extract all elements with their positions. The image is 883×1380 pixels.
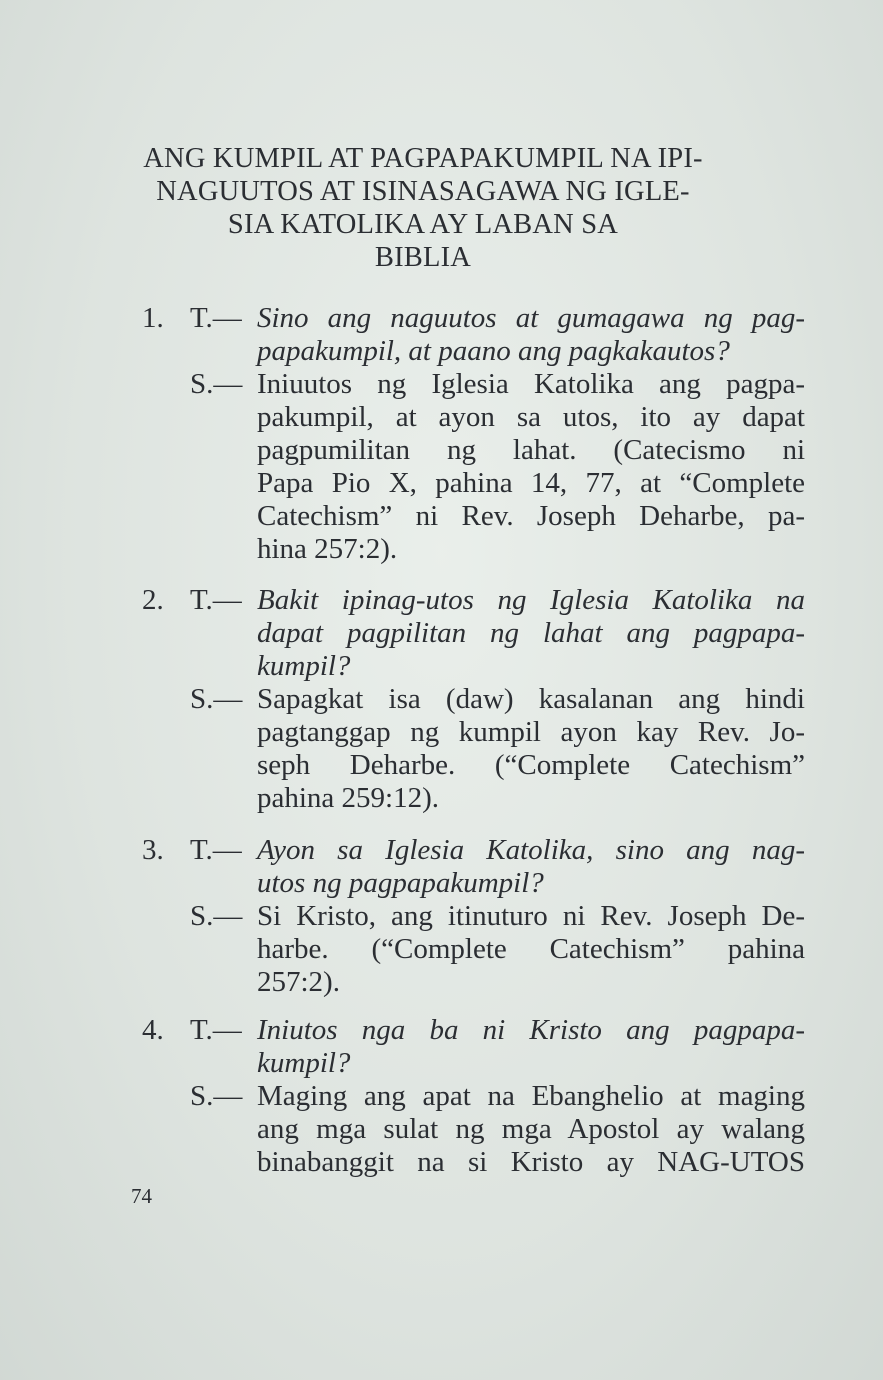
item-number: 2. [142, 584, 164, 616]
question-line: Bakit ipinag-utos ng Iglesia Katolika na [257, 584, 805, 616]
answer-line: ang mga sulat ng mga Apostol ay walang [257, 1113, 805, 1145]
title-line: BIBLIA [374, 242, 472, 273]
answer-line: pakumpil, at ayon sa utos, ito ay dapat [257, 401, 805, 433]
question-line: Ayon sa Iglesia Katolika, sino ang nag- [257, 834, 805, 866]
answer-text [257, 368, 805, 566]
answer-text [257, 900, 805, 999]
answer-line: pagtanggap ng kumpil ayon kay Rev. Jo- [257, 716, 805, 748]
title-line: NAGUUTOS AT ISINASAGAWA NG IGLE- [156, 176, 690, 207]
question-line: dapat pagpilitan ng lahat ang pagpapa- [257, 617, 805, 649]
answer-prefix: S.— [190, 900, 243, 932]
question-line: utos ng pagpapakumpil? [257, 867, 544, 899]
question-prefix: T.— [190, 1014, 242, 1046]
item-number: 3. [142, 834, 164, 866]
question-text [257, 584, 805, 683]
item-number: 1. [142, 302, 164, 334]
question-text [257, 834, 805, 900]
question-text [257, 1014, 805, 1080]
answer-text [257, 683, 805, 815]
answer-line: pahina 259:12). [257, 782, 440, 814]
answer-line: Catechism” ni Rev. Joseph Deharbe, pa- [257, 500, 805, 532]
answer-line: Sapagkat isa (daw) kasalanan ang hindi [257, 683, 805, 715]
page-number: 74 [131, 1184, 152, 1208]
answer-prefix: S.— [190, 1080, 243, 1112]
answer-text [257, 1080, 805, 1179]
answer-line: Papa Pio X, pahina 14, 77, at “Complete [257, 467, 805, 499]
question-line: papakumpil, at paano ang pagkakautos? [257, 335, 730, 367]
answer-line: seph Deharbe. (“Complete Catechism” [257, 749, 805, 781]
question-line: kumpil? [257, 650, 351, 682]
title-line: SIA KATOLIKA AY LABAN SA [227, 209, 619, 240]
answer-prefix: S.— [190, 368, 243, 400]
answer-line: pagpumilitan ng lahat. (Catecismo ni [257, 434, 805, 466]
question-prefix: T.— [190, 584, 242, 616]
answer-line: 257:2). [257, 966, 340, 998]
answer-line: Si Kristo, ang itinuturo ni Rev. Joseph De- [257, 900, 805, 932]
question-prefix: T.— [190, 302, 242, 334]
question-line: Iniutos nga ba ni Kristo ang pagpapa- [257, 1014, 805, 1046]
question-line: Sino ang naguutos at gumagawa ng pag- [257, 302, 805, 334]
answer-line: Iniuutos ng Iglesia Katolika ang pagpa- [257, 368, 805, 400]
question-prefix: T.— [190, 834, 242, 866]
question-line: kumpil? [257, 1047, 351, 1079]
answer-line: binabanggit na si Kristo ay NAG-UTOS [257, 1146, 805, 1178]
answer-prefix: S.— [190, 683, 243, 715]
answer-line: hina 257:2). [257, 533, 398, 565]
chapter-title [118, 142, 728, 274]
question-text [257, 302, 805, 368]
answer-line: harbe. (“Complete Catechism” pahina [257, 933, 805, 965]
title-line: ANG KUMPIL AT PAGPAPAKUMPIL NA IPI- [143, 143, 703, 174]
item-number: 4. [142, 1014, 164, 1046]
answer-line: Maging ang apat na Ebanghelio at maging [257, 1080, 805, 1112]
